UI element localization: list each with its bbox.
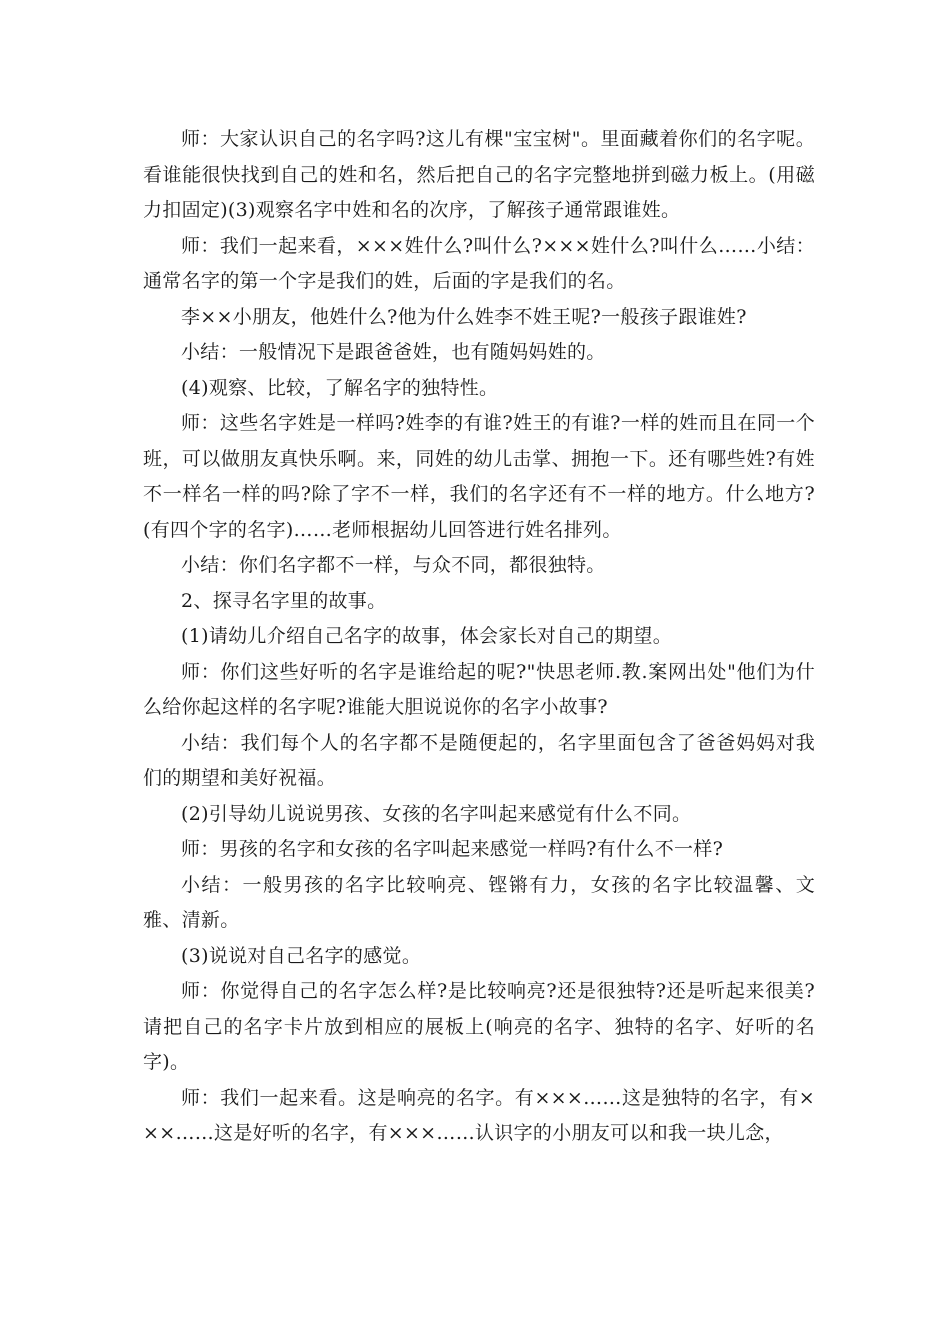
paragraph: 小结：一般男孩的名字比较响亮、铿锵有力，女孩的名字比较温馨、文雅、清新。 — [143, 873, 815, 931]
paragraph: 师：大家认识自己的名字吗?这儿有棵"宝宝树"。里面藏着你们的名字呢。看谁能很快找到自己的姓和名，然后把自己的名字完整地拼到磁力板上。(用磁力扣固定)(3)观察名字中姓和名的次序，了解孩子通常跟谁姓。 — [143, 128, 815, 221]
paragraph: 小结：你们名字都不一样，与众不同，都很独特。 — [181, 554, 606, 576]
paragraph: (4)观察、比较，了解名字的独特性。 — [181, 376, 499, 399]
paragraph: 师：你觉得自己的名字怎么样?是比较响亮?还是很独特?还是听起来很美?请把自己的名字卡片放到相应的展板上(响亮的名字、独特的名字、好听的名字)。 — [143, 980, 815, 1073]
paragraph: 小结：我们每个人的名字都不是随便起的，名字里面包含了爸爸妈妈对我们的期望和美好祝福。 — [143, 731, 815, 789]
paragraph: (2)引导幼儿说说男孩、女孩的名字叫起来感觉有什么不同。 — [181, 802, 692, 825]
paragraph: 师：我们一起来看，×××姓什么?叫什么?×××姓什么?叫什么……小结：通常名字的第一个字是我们的姓，后面的字是我们的名。 — [143, 234, 815, 292]
paragraph: 师：这些名字姓是一样吗?姓李的有谁?姓王的有谁?一样的姓而且在同一个班，可以做朋友真快乐啊。来，同姓的幼儿击掌、拥抱一下。还有哪些姓?有姓不一样名一样的吗?除了字不一样，我们的名字还有不一样的地方。什么地方?(有四个字的名字)……老师根据幼儿回答进行姓名排列。 — [143, 412, 815, 541]
paragraph: 师：你们这些好听的名字是谁给起的呢?"快思老师.教.案网出处"他们为什么给你起这样的名字呢?谁能大胆说说你的名字小故事? — [143, 660, 815, 718]
paragraph: 李××小朋友，他姓什么?他为什么姓李不姓王呢?一般孩子跟谁姓? — [181, 305, 747, 328]
paragraph: 师：男孩的名字和女孩的名字叫起来感觉一样吗?有什么不一样? — [181, 838, 724, 860]
paragraph: (3)说说对自己名字的感觉。 — [181, 944, 422, 967]
paragraph: 2、探寻名字里的故事。 — [181, 589, 387, 612]
paragraph: 小结：一般情况下是跟爸爸姓，也有随妈妈姓的。 — [181, 341, 606, 363]
document-body — [143, 122, 815, 1152]
paragraph: (1)请幼儿介绍自己名字的故事，体会家长对自己的期望。 — [181, 625, 673, 647]
paragraph: 师：我们一起来看。这是响亮的名字。有×××……这是独特的名字，有×××……这是好听的名字，有×××……认识字的小朋友可以和我一块儿念， — [143, 1086, 815, 1144]
